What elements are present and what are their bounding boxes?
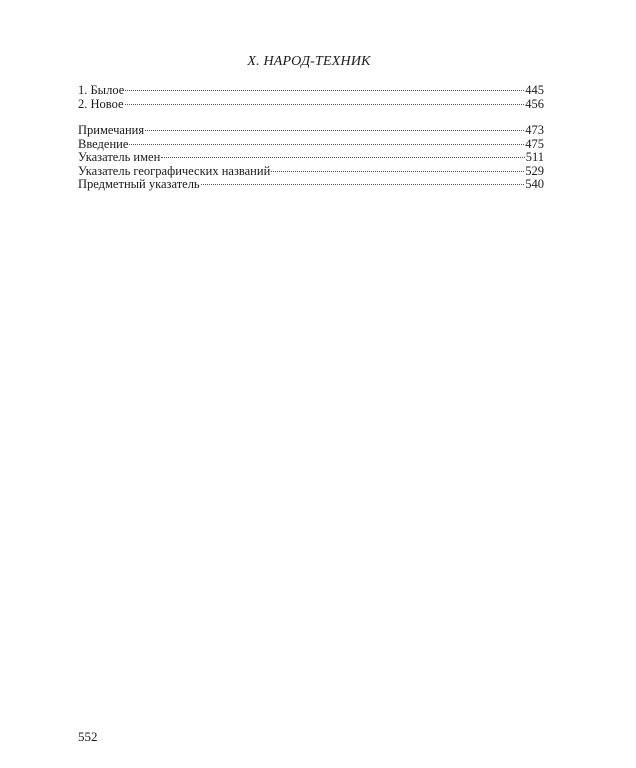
- toc-entry-label: Введение: [78, 136, 129, 151]
- toc-entry-page: 540: [525, 177, 544, 192]
- toc-entry-page: 456: [525, 96, 544, 111]
- toc-entry: [78, 98, 544, 112]
- dot-leader: [129, 143, 524, 145]
- toc-entry-label: 1. Былое: [78, 83, 125, 97]
- dot-leader: [201, 183, 525, 185]
- dot-leader: [125, 89, 524, 91]
- toc-entry: [78, 124, 544, 138]
- toc-group-appendices: [78, 124, 544, 192]
- toc-entry-page: 511: [525, 150, 544, 165]
- toc-entry: [78, 178, 544, 192]
- dot-leader: [271, 170, 524, 172]
- toc-entry: [78, 84, 544, 98]
- toc-entry-label: 2. Новое: [78, 96, 124, 111]
- toc-entry-label: Указатель имен: [78, 150, 161, 165]
- section-title: Х. НАРОД-ТЕХНИК: [247, 54, 371, 69]
- toc-entry-label: Указатель географических названий: [78, 163, 271, 178]
- toc-entry: [78, 151, 544, 165]
- page-number: 552: [78, 729, 98, 744]
- toc-group-chapters: [78, 84, 544, 111]
- toc-entry-page: 475: [525, 136, 544, 151]
- toc-entry-page: 473: [525, 123, 544, 137]
- toc-entry-label: Предметный указатель: [78, 177, 200, 192]
- dot-leader: [161, 156, 524, 158]
- dot-leader: [125, 103, 525, 105]
- dot-leader: [145, 129, 524, 131]
- toc-entry-page: 445: [525, 83, 544, 97]
- toc-entry: [78, 138, 544, 152]
- toc-entry-label: Примечания: [78, 123, 145, 137]
- toc-entry: [78, 165, 544, 179]
- toc-entry-page: 529: [525, 163, 544, 178]
